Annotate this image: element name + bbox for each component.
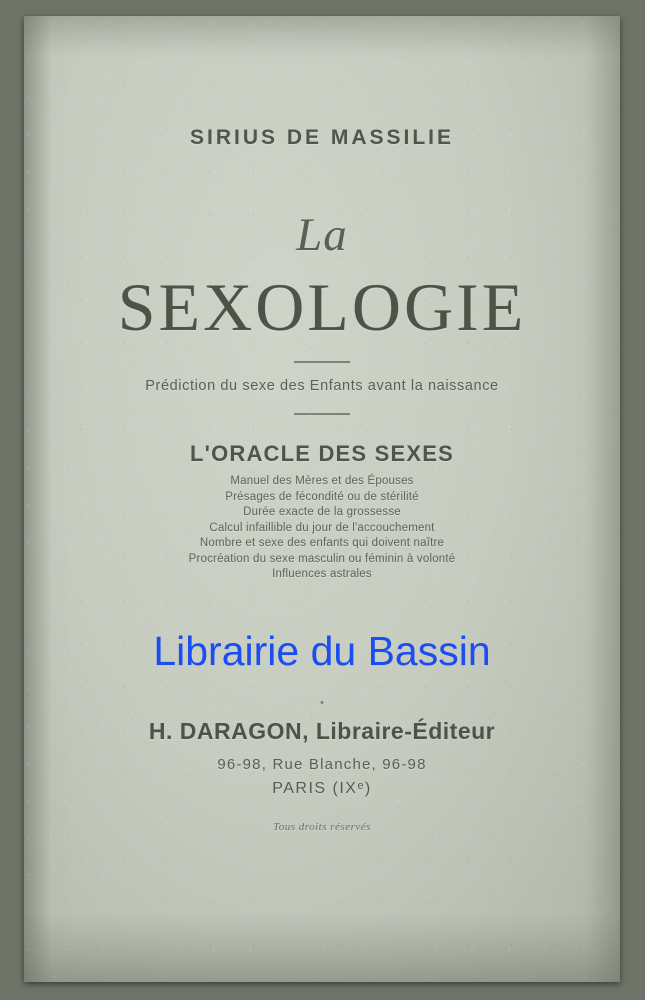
publisher-address: 96-98, Rue Blanche, 96-98 xyxy=(217,756,427,773)
publisher-city: PARIS (IXᵉ) xyxy=(272,780,372,797)
book-title: SEXOLOGIE xyxy=(117,269,527,345)
book-front-cover xyxy=(24,16,620,982)
ornament-dot xyxy=(321,701,324,704)
bottom-shadow xyxy=(24,912,620,982)
top-shadow xyxy=(24,16,620,56)
feature-list xyxy=(24,474,620,583)
watermark-text: Librairie du Bassin xyxy=(153,628,491,674)
title-article: La xyxy=(296,209,348,261)
publisher-name: H. DARAGON, Libraire-Éditeur xyxy=(148,718,496,744)
author-name: SIRIUS DE MASSILIE xyxy=(189,126,455,149)
list-item: Procréation du sexe masculin ou féminin à volonté xyxy=(188,552,456,565)
list-item: Influences astrales xyxy=(272,568,372,580)
list-item: Manuel des Mères et des Épouses xyxy=(230,475,414,487)
list-item: Durée exacte de la grossesse xyxy=(243,506,401,518)
divider-rule-bottom xyxy=(294,413,350,415)
book-subtitle: Prédiction du sexe des Enfants avant la naissance xyxy=(145,378,499,394)
rights-notice: Tous droits réservés xyxy=(273,821,371,833)
divider-rule-top xyxy=(294,361,350,363)
list-item: Présages de fécondité ou de stérilité xyxy=(225,490,419,503)
section-title: L'ORACLE DES SEXES xyxy=(190,441,454,466)
list-item: Calcul infaillible du jour de l'accouchement xyxy=(209,521,435,534)
list-item: Nombre et sexe des enfants qui doivent naître xyxy=(199,537,445,549)
